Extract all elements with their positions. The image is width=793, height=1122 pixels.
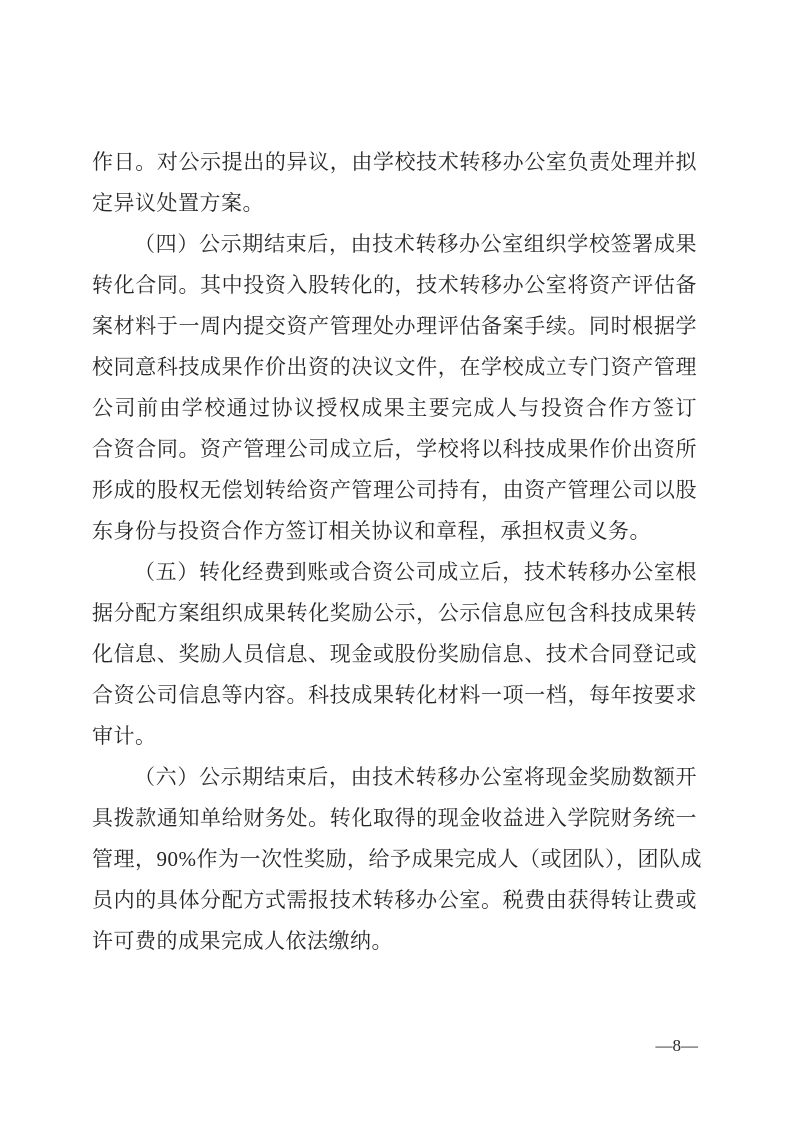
- document-line: 具拨款通知单给财务处。转化取得的现金收益进入学院财务统一: [92, 806, 697, 830]
- document-line: 形成的股权无偿划转给资产管理公司持有，由资产管理公司以股: [92, 478, 697, 502]
- document-body: [92, 142, 702, 962]
- document-line: 许可费的成果完成人依法缴纳。: [92, 929, 393, 953]
- document-line: 东身份与投资合作方签订相关协议和章程，承担权责义务。: [92, 519, 651, 543]
- document-line: 校同意科技成果作价出资的决议文件，在学校成立专门资产管理: [92, 355, 697, 379]
- document-line: 合资公司信息等内容。科技成果转化材料一项一档，每年按要求: [92, 683, 697, 707]
- document-line: 合资合同。资产管理公司成立后，学校将以科技成果作价出资所: [92, 437, 697, 461]
- document-line: 定异议处置方案。: [92, 191, 264, 215]
- document-line: 据分配方案组织成果转化奖励公示，公示信息应包含科技成果转: [92, 601, 697, 625]
- document-line: （五）转化经费到账或合资公司成立后，技术转移办公室根: [134, 560, 697, 584]
- page-footer: [656, 1036, 699, 1056]
- document-line: 作日。对公示提出的异议，由学校技术转移办公室负责处理并拟: [92, 150, 697, 174]
- document-line: （四）公示期结束后，由技术转移办公室组织学校签署成果: [134, 232, 697, 256]
- document-line: 转化合同。其中投资入股转化的，技术转移办公室将资产评估备: [92, 273, 697, 297]
- page-number: —8—: [655, 1036, 698, 1055]
- document-line: 管理，90%作为一次性奖励，给予成果完成人（或团队），团队成: [92, 847, 702, 871]
- document-line: 案材料于一周内提交资产管理处办理评估备案手续。同时根据学: [92, 314, 697, 338]
- document-line: 员内的具体分配方式需报技术转移办公室。税费由获得转让费或: [92, 888, 697, 912]
- document-line: 化信息、奖励人员信息、现金或股份奖励信息、技术合同登记或: [92, 642, 697, 666]
- document-line: 公司前由学校通过协议授权成果主要完成人与投资合作方签订: [92, 396, 697, 420]
- document-line: （六）公示期结束后，由技术转移办公室将现金奖励数额开: [134, 765, 697, 789]
- document-line: 审计。: [92, 724, 157, 748]
